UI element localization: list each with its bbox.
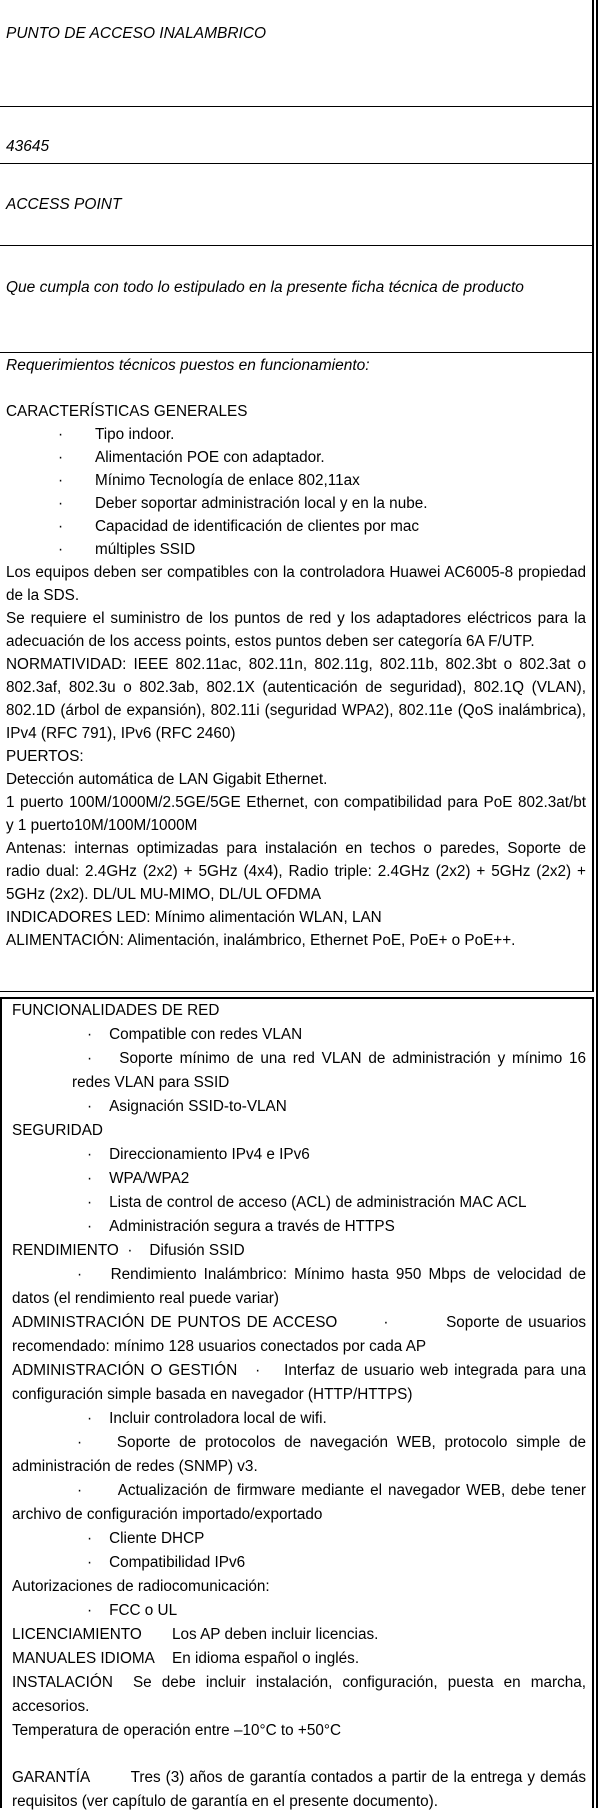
- warranty-line: GARANTÍA Tres (3) años de garantía contados a partir de la entrega y demás requisitos (ver capítulo de garantía en el presente documento).: [12, 1769, 587, 1810]
- page-right-border: [596, 0, 598, 1808]
- general-item: · Tipo indoor.: [58, 426, 175, 443]
- power-line: ALIMENTACIÓN: Alimentación, inalámbrico, Ethernet PoE, PoE+ o PoE++.: [6, 932, 516, 949]
- general-item: · Capacidad de identificación de clientes por mac: [58, 518, 419, 535]
- network-item: · Compatible con redes VLAN: [87, 1026, 303, 1043]
- installation-line: INSTALACIÓN Se debe incluir instalación, configuración, puesta en marcha, accesorios.: [12, 1674, 586, 1715]
- product-title: PUNTO DE ACCESO INALAMBRICO: [6, 25, 267, 42]
- security-heading: SEGURIDAD: [12, 1122, 103, 1139]
- general-item: · Alimentación POE con adaptador.: [58, 449, 325, 466]
- requirements-heading: Requerimientos técnicos puestos en funcionamiento:: [6, 357, 370, 374]
- ports-line-1: Detección automática de LAN Gigabit Ethernet.: [6, 771, 328, 788]
- ports-line-2: 1 puerto 100M/1000M/2.5GE/5GE Ethernet, con compatibilidad para PoE 802.3at/bt y 1 puerto10M/100M/1000M: [6, 794, 586, 834]
- norm-paragraph: NORMATIVIDAD: IEEE 802.11ac, 802.11n, 802.11g, 802.11b, 802.3bt o 802.3at o 802.3af, 802.3u o 802.3ab, 802.1X (autenticación de seguridad), 802.1Q (VLAN), 802.1D (árbol de expansión), 802.11i (seguridad WPA2), 802.11e (QoS inalámbrica), IPv4 (RFC 791), IPv6 (RFC 2460): [6, 656, 586, 742]
- ap-admin-line: ADMINISTRACIÓN DE PUNTOS DE ACCESO · Soporte de usuarios recomendado: mínimo 128 usuarios conectados por cada AP: [12, 1314, 587, 1355]
- cell-requirements: [0, 353, 592, 992]
- general-item: · Mínimo Tecnología de enlace 802,11ax: [58, 472, 360, 489]
- security-item: · Administración segura a través de HTTPS: [87, 1218, 395, 1235]
- product-name: ACCESS POINT: [6, 196, 122, 213]
- management-item: · Cliente DHCP: [87, 1530, 205, 1547]
- compat-paragraph: Los equipos deben ser compatibles con la controladora Huawei AC6005-8 propiedad de la SDS.: [6, 564, 586, 604]
- radio-heading: Autorizaciones de radiocomunicación:: [12, 1578, 270, 1595]
- management-line: ADMINISTRACIÓN O GESTIÓN · Interfaz de usuario web integrada para una configuración simple basada en navegador (HTTP/HTTPS): [12, 1362, 587, 1403]
- leds-line: INDICADORES LED: Mínimo alimentación WLAN, LAN: [6, 909, 382, 926]
- management-item: · Compatibilidad IPv6: [87, 1554, 246, 1571]
- performance-item: · Rendimiento Inalámbrico: Mínimo hasta 950 Mbps de velocidad de datos (el rendimiento real puede variar): [12, 1266, 587, 1307]
- network-heading: FUNCIONALIDADES DE RED: [12, 1002, 220, 1019]
- management-item: · Soporte de protocolos de navegación WEB, protocolo simple de administración de redes (SNMP) v3.: [12, 1434, 587, 1475]
- cell-name: [0, 164, 592, 246]
- management-item: · Actualización de firmware mediante el navegador WEB, debe tener archivo de configuración importado/exportado: [12, 1482, 587, 1523]
- radio-item: · FCC o UL: [87, 1602, 178, 1619]
- ports-heading: PUERTOS:: [6, 748, 84, 765]
- performance-line: RENDIMIENTO · Difusión SSID: [12, 1242, 245, 1259]
- product-condition: Que cumpla con todo lo estipulado en la presente ficha técnica de producto: [6, 279, 524, 296]
- features-section: [2, 999, 592, 1814]
- security-item: · Direccionamiento IPv4 e IPv6: [87, 1146, 310, 1163]
- security-item: · WPA/WPA2: [87, 1170, 190, 1187]
- cell-title: [0, 0, 592, 107]
- supply-paragraph: Se requiere el suministro de los puntos de red y los adaptadores eléctricos para la adecuación de los access points, estos puntos deben ser categoría 6A F/UTP.: [6, 610, 586, 650]
- antennas-paragraph: Antenas: internas optimizadas para instalación en techos o paredes, Soporte de radio dual: 2.4GHz (2x2) + 5GHz (4x4), Radio triple: 2.4GHz (2x2) + 5GHz (2x2) + 5GHz (2x2). DL/UL MU-MIMO, DL/UL OFDMA: [6, 840, 586, 903]
- product-code: 43645: [6, 138, 50, 155]
- spec-table-bottom: [0, 997, 594, 1808]
- network-item: · Soporte mínimo de una red VLAN de administración y mínimo 16 redes VLAN para SSID: [72, 1050, 587, 1091]
- network-item: · Asignación SSID-to-VLAN: [87, 1098, 287, 1115]
- general-heading: CARACTERÍSTICAS GENERALES: [6, 403, 248, 420]
- general-item: · múltiples SSID: [58, 541, 196, 558]
- temperature-line: Temperatura de operación entre –10°C to +50°C: [12, 1722, 341, 1739]
- general-section: [0, 400, 592, 952]
- general-item: · Deber soportar administración local y en la nube.: [58, 495, 428, 512]
- security-item: · Lista de control de acceso (ACL) de administración MAC ACL: [87, 1194, 527, 1211]
- manuals-line: MANUALES IDIOMA En idioma español o inglés.: [12, 1650, 360, 1667]
- management-item: · Incluir controladora local de wifi.: [87, 1410, 327, 1427]
- cell-condition: [0, 246, 592, 353]
- cell-code: [0, 107, 592, 164]
- licensing-line: LICENCIAMIENTO Los AP deben incluir licencias.: [12, 1626, 379, 1643]
